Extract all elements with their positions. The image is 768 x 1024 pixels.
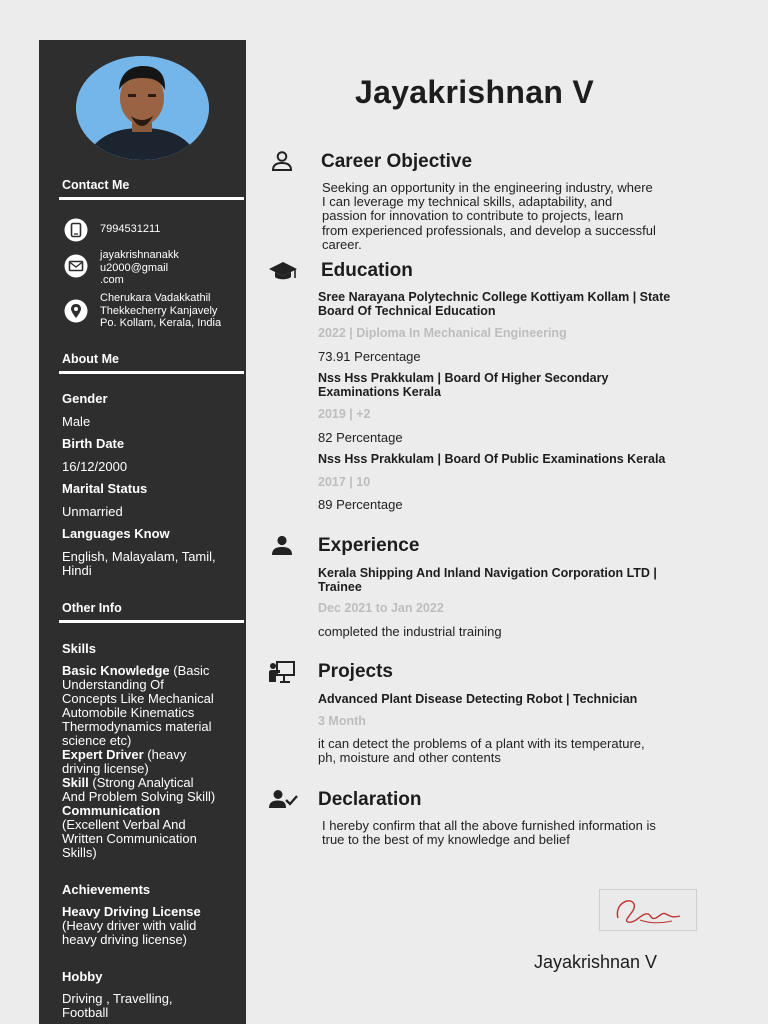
experience-description: completed the industrial training: [318, 624, 502, 639]
experience-company: Kerala Shipping And Inland Navigation Corporation LTD | Trainee: [318, 566, 657, 594]
marital-label: Marital Status: [62, 481, 148, 496]
skill-basic-knowledge: Basic Knowledge (Basic Understanding Of Concepts Like Mechanical Automobile Kinematics Thermodynamics material science etc) Expert Driver (heavy driving license) Skill (Strong Analytical And Problem Solving Skill) Communication (Excellent Verbal And Written Communication Skills): [62, 663, 216, 860]
education-institution: Sree Narayana Polytechnic College Kottiyam Kollam | State Board Of Technical Education: [318, 290, 671, 318]
presentation-icon: [268, 660, 294, 684]
education-heading: Education: [321, 260, 413, 281]
location-pin-icon: [64, 299, 88, 323]
profile-photo: [76, 56, 209, 160]
birth-value: 16/12/2000: [62, 459, 128, 474]
education-institution: Nss Hss Prakkulam | Board Of Public Examinations Kerala: [318, 452, 666, 466]
user-check-icon: [268, 788, 294, 812]
education-score: 82 Percentage: [318, 430, 403, 445]
project-duration: 3 Month: [318, 714, 366, 728]
phone-icon: [64, 218, 88, 242]
projects-heading: Projects: [318, 661, 393, 682]
page-title: Jayakrishnan V: [355, 74, 594, 110]
languages-value: English, Malayalam, Tamil, Hindi: [62, 549, 216, 578]
education-meta: 2022 | Diploma In Mechanical Engineering: [318, 326, 567, 340]
sidebar: [39, 40, 246, 1024]
achievement-item: Heavy Driving License (Heavy driver with valid heavy driving license): [62, 904, 201, 947]
career-objective-heading: Career Objective: [321, 151, 473, 172]
contact-email: jayakrishnanakk u2000@gmail .com: [100, 249, 179, 286]
other-info-heading: Other Info: [62, 601, 122, 615]
divider: [59, 620, 244, 623]
languages-label: Languages Know: [62, 526, 170, 541]
education-score: 73.91 Percentage: [318, 349, 421, 364]
about-heading: About Me: [62, 352, 119, 366]
project-description: it can detect the problems of a plant with its temperature, ph, moisture and other contents: [318, 736, 645, 766]
birth-label: Birth Date: [62, 436, 125, 451]
contact-phone: 7994531211: [100, 223, 161, 235]
person-icon: [270, 150, 296, 174]
declaration-text: I hereby confirm that all the above furnished information is true to the best of my knowledge and belief: [322, 818, 656, 848]
signature-name: Jayakrishnan V: [534, 952, 658, 972]
signature-image: [599, 889, 697, 931]
marital-value: Unmarried: [62, 504, 123, 519]
gender-label: Gender: [62, 391, 108, 406]
education-meta: 2017 | 10: [318, 475, 371, 489]
project-name: Advanced Plant Disease Detecting Robot | Technician: [318, 692, 638, 706]
education-institution: Nss Hss Prakkulam | Board Of Higher Secondary Examinations Kerala: [318, 371, 609, 399]
user-icon: [270, 534, 296, 558]
contact-address: Cherukara Vadakkathil Thekkecherry Kanjavely Po. Kollam, Kerala, India: [100, 292, 222, 329]
experience-heading: Experience: [318, 535, 420, 556]
experience-dates: Dec 2021 to Jan 2022: [318, 601, 444, 615]
education-meta: 2019 | +2: [318, 407, 371, 421]
gender-value: Male: [62, 414, 91, 429]
education-score: 89 Percentage: [318, 497, 403, 512]
envelope-icon: [64, 254, 88, 278]
contact-heading: Contact Me: [62, 178, 130, 192]
career-objective-text: Seeking an opportunity in the engineering industry, where I can leverage my technical skills, adaptability, and passion for innovation to contribute to projects, learn from experienced professionals, and develop a successful career.: [322, 180, 656, 252]
skills-label: Skills: [62, 641, 96, 656]
hobby-label: Hobby: [62, 969, 103, 984]
achievements-label: Achievements: [62, 882, 151, 897]
divider: [59, 371, 244, 374]
declaration-heading: Declaration: [318, 789, 422, 810]
hobby-value: Driving , Travelling, Football: [62, 991, 173, 1020]
divider: [59, 197, 244, 200]
graduation-cap-icon: [268, 259, 294, 283]
